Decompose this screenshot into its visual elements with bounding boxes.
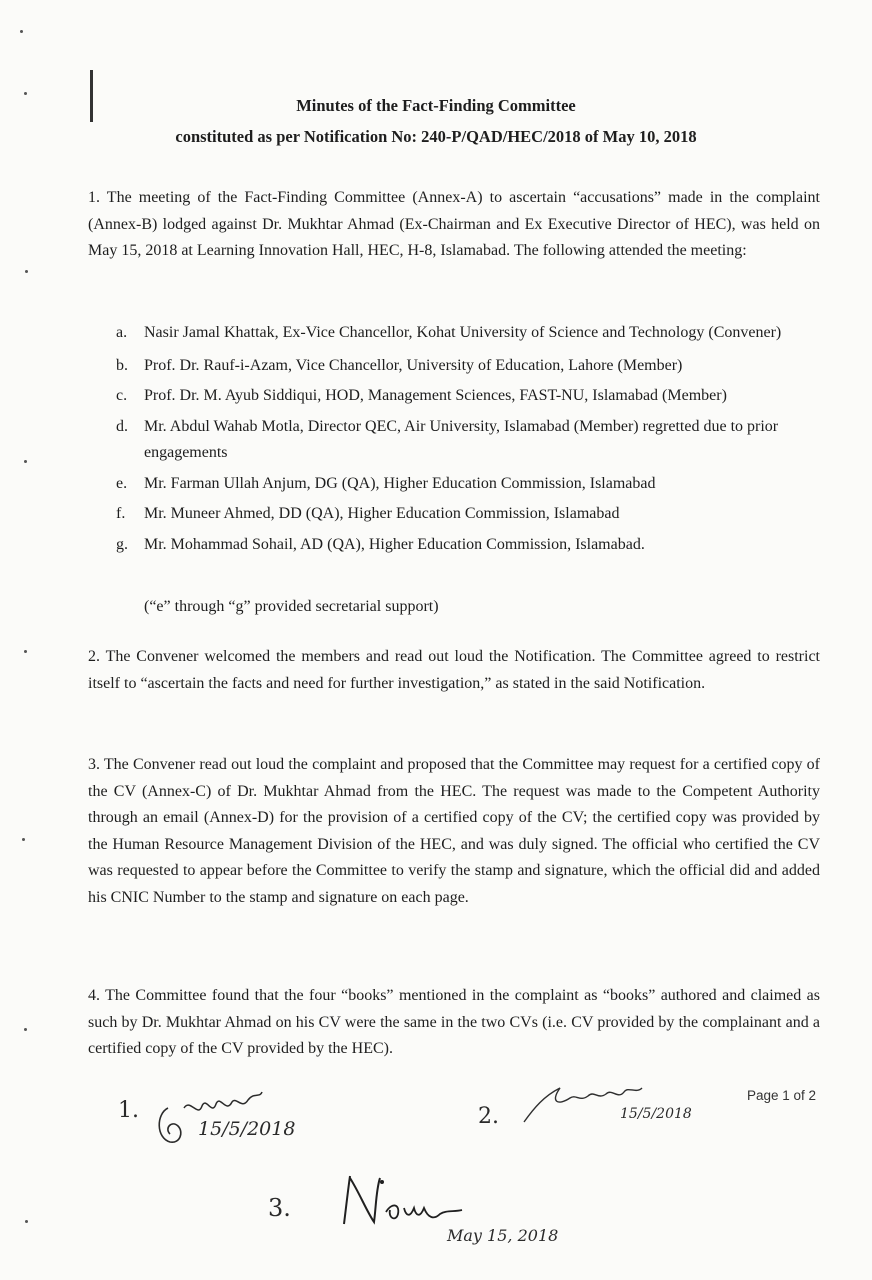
page-number: Page 1 of 2 (747, 1088, 817, 1103)
scan-speck (25, 270, 28, 273)
signature-date: May 15, 2018 (447, 1226, 559, 1245)
paragraph-3: 3. The Convener read out loud the complaint and proposed that the Committee may request for a certified copy of the CV (Annex-C) of Dr. Mukhtar Ahmad from the HEC. The request was made to the Competent Authority through an email (Annex-D) for the provision of a certified copy of the CV; the certified copy was provided by the Human Resource Management Division of the HEC, and was duly signed. The official who certified the CV was requested to appear before the Committee to verify the stamp and signature, which the official did and added his CNIC Number to the stamp and signature on each page. (88, 756, 820, 906)
attendees-note: (“e” through “g” provided secretarial support) (144, 598, 439, 615)
scan-speck (24, 650, 27, 653)
paragraph-4: 4. The Committee found that the four “books” mentioned in the complaint as “books” authored and claimed as such by Dr. Mukhtar Ahmad on his CV were the same in the two CVs (i.e. CV provided by the complainant and a certified copy of the CV provided by the HEC). (88, 987, 820, 1057)
signature-number: 2. (478, 1104, 499, 1129)
list-item: g. Mr. Mohammad Sohail, AD (QA), Higher Education Commission, Islamabad. (116, 535, 645, 553)
signature-date: 15/5/2018 (198, 1118, 296, 1140)
paragraph-2: 2. The Convener welcomed the members and read out loud the Notification. The Committee agreed to restrict itself to “ascertain the facts and need for further investigation,” as stated in the said Notification. (88, 648, 820, 692)
scan-speck (20, 30, 23, 33)
list-item: b. Prof. Dr. Rauf-i-Azam, Vice Chancellor, University of Education, Lahore (Member) (116, 356, 683, 374)
list-item: d. Mr. Abdul Wahab Motla, Director QEC, Air University, Islamabad (Member) regretted due to prior engagements (116, 417, 779, 461)
list-item: e. Mr. Farman Ullah Anjum, DG (QA), Higher Education Commission, Islamabad (116, 474, 656, 492)
scan-speck (25, 1220, 28, 1223)
signature-number: 1. (118, 1098, 139, 1123)
list-item: c. Prof. Dr. M. Ayub Siddiqui, HOD, Management Sciences, FAST-NU, Islamabad (Member) (116, 387, 727, 404)
document-title: Minutes of the Fact-Finding Committee (296, 96, 576, 115)
paragraph-1: 1. The meeting of the Fact-Finding Committee (Annex-A) to ascertain “accusations” made in the complaint (Annex-B) lodged against Dr. Mukhtar Ahmad (Ex-Chairman and Ex Executive Director of HEC), was held on May 15, 2018 at Learning Innovation Hall, HEC, H-8, Islamabad. The following attended the meeting: (88, 189, 820, 259)
attendee-list (116, 320, 816, 558)
list-item: f. Mr. Muneer Ahmed, DD (QA), Higher Education Commission, Islamabad (116, 505, 620, 522)
signature-date: 15/5/2018 (620, 1106, 692, 1122)
list-item: a. Nasir Jamal Khattak, Ex-Vice Chancellor, Kohat University of Science and Technology (Convener) (116, 324, 782, 341)
scan-speck (24, 460, 27, 463)
scan-speck (24, 92, 27, 95)
scan-speck (24, 1028, 27, 1031)
scan-speck (22, 838, 25, 841)
signature-number: 3. (268, 1194, 291, 1222)
document-subtitle: constituted as per Notification No: 240-P/QAD/HEC/2018 of May 10, 2018 (175, 127, 697, 146)
